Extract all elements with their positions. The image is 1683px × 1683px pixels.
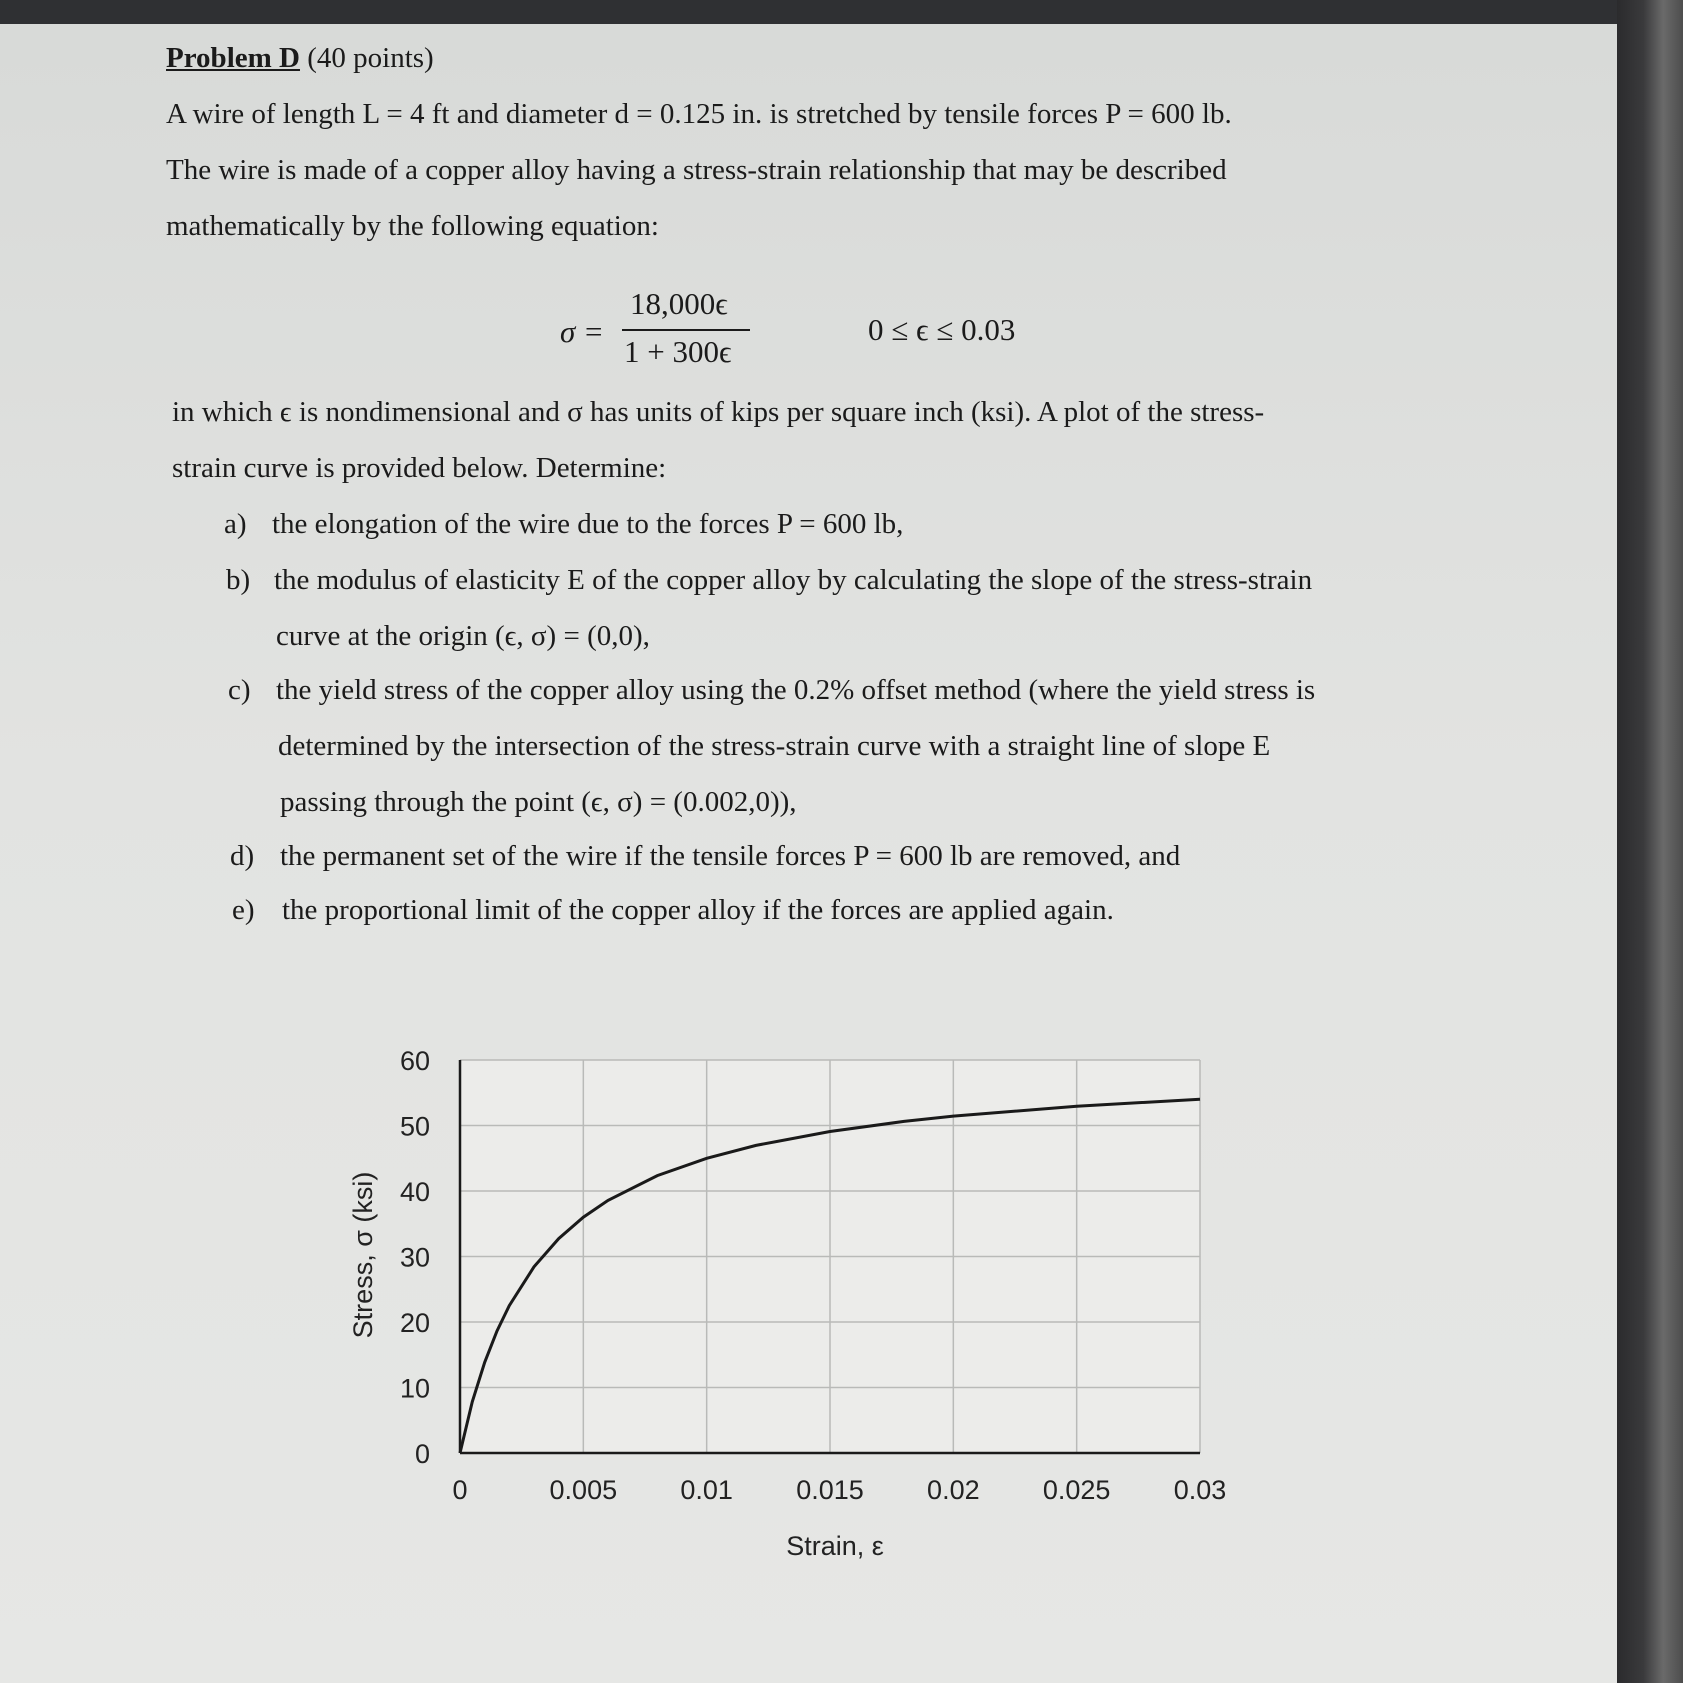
y-tick-label: 50 — [399, 1111, 430, 1142]
item-e-letter: e) — [232, 894, 255, 926]
item-b-line-2: curve at the origin (ϵ, σ) = (0,0), — [276, 620, 650, 652]
x-tick-label: 0.02 — [927, 1475, 980, 1505]
item-d-line-1: the permanent set of the wire if the tensile forces P = 600 lb are removed, and — [280, 840, 1181, 872]
item-c-line-3: passing through the point (ϵ, σ) = (0.002,0)), — [280, 786, 797, 818]
item-e-line-1: the proportional limit of the copper alloy if the forces are applied again. — [282, 894, 1114, 926]
y-tick-label: 30 — [399, 1242, 430, 1273]
paragraph2-line-1: in which ϵ is nondimensional and σ has units of kips per square inch (ksi). A plot of the stress- — [172, 396, 1265, 428]
paragraph2-line-2: strain curve is provided below. Determine: — [172, 452, 667, 484]
x-tick-label: 0.01 — [680, 1475, 733, 1505]
item-a-letter: a) — [224, 508, 247, 540]
item-a-line-1: the elongation of the wire due to the forces P = 600 lb, — [272, 508, 904, 540]
y-tick-label: 40 — [399, 1177, 430, 1207]
x-axis-label: Strain, ε — [786, 1531, 884, 1561]
paragraph1-line-3: mathematically by the following equation: — [166, 210, 659, 242]
x-tick-labels — [452, 1475, 1226, 1505]
y-tick-label: 10 — [399, 1373, 430, 1404]
item-c-line-1: the yield stress of the copper alloy using the 0.2% offset method (where the yield stress is — [276, 674, 1316, 706]
x-tick-label: 0 — [452, 1475, 468, 1505]
x-tick-label: 0.025 — [1042, 1475, 1111, 1505]
x-tick-label: 0.03 — [1173, 1475, 1227, 1505]
equation-lhs: σ = — [560, 314, 604, 349]
item-d-letter: d) — [230, 840, 255, 872]
problem-points: (40 points) — [307, 42, 434, 74]
y-tick-label: 0 — [414, 1439, 430, 1469]
item-b-letter: b) — [226, 564, 251, 596]
equation-numerator: 18,000ϵ — [630, 286, 728, 321]
y-tick-label: 60 — [399, 1046, 430, 1076]
x-tick-label: 0.005 — [549, 1475, 618, 1505]
y-tick-labels — [400, 1046, 430, 1469]
item-b-line-1: the modulus of elasticity E of the copper alloy by calculating the slope of the stress-strain — [274, 564, 1313, 596]
chart-grid — [460, 1060, 1200, 1453]
x-tick-label: 0.015 — [796, 1475, 864, 1505]
equation-range: 0 ≤ ϵ ≤ 0.03 — [868, 312, 1016, 347]
problem-title: Problem D — [166, 42, 300, 74]
paragraph1-line-2: The wire is made of a copper alloy having a stress-strain relationship that may be described — [166, 154, 1227, 186]
y-axis-label: Stress, σ (ksi) — [348, 1171, 378, 1339]
item-c-line-2: determined by the intersection of the stress-strain curve with a straight line of slope E — [278, 730, 1271, 762]
item-c-letter: c) — [228, 674, 251, 706]
paragraph1-line-1: A wire of length L = 4 ft and diameter d = 0.125 in. is stretched by tensile forces P = 600 lb. — [166, 98, 1232, 130]
equation-denominator: 1 + 300ϵ — [624, 334, 732, 369]
y-tick-label: 20 — [399, 1308, 430, 1338]
